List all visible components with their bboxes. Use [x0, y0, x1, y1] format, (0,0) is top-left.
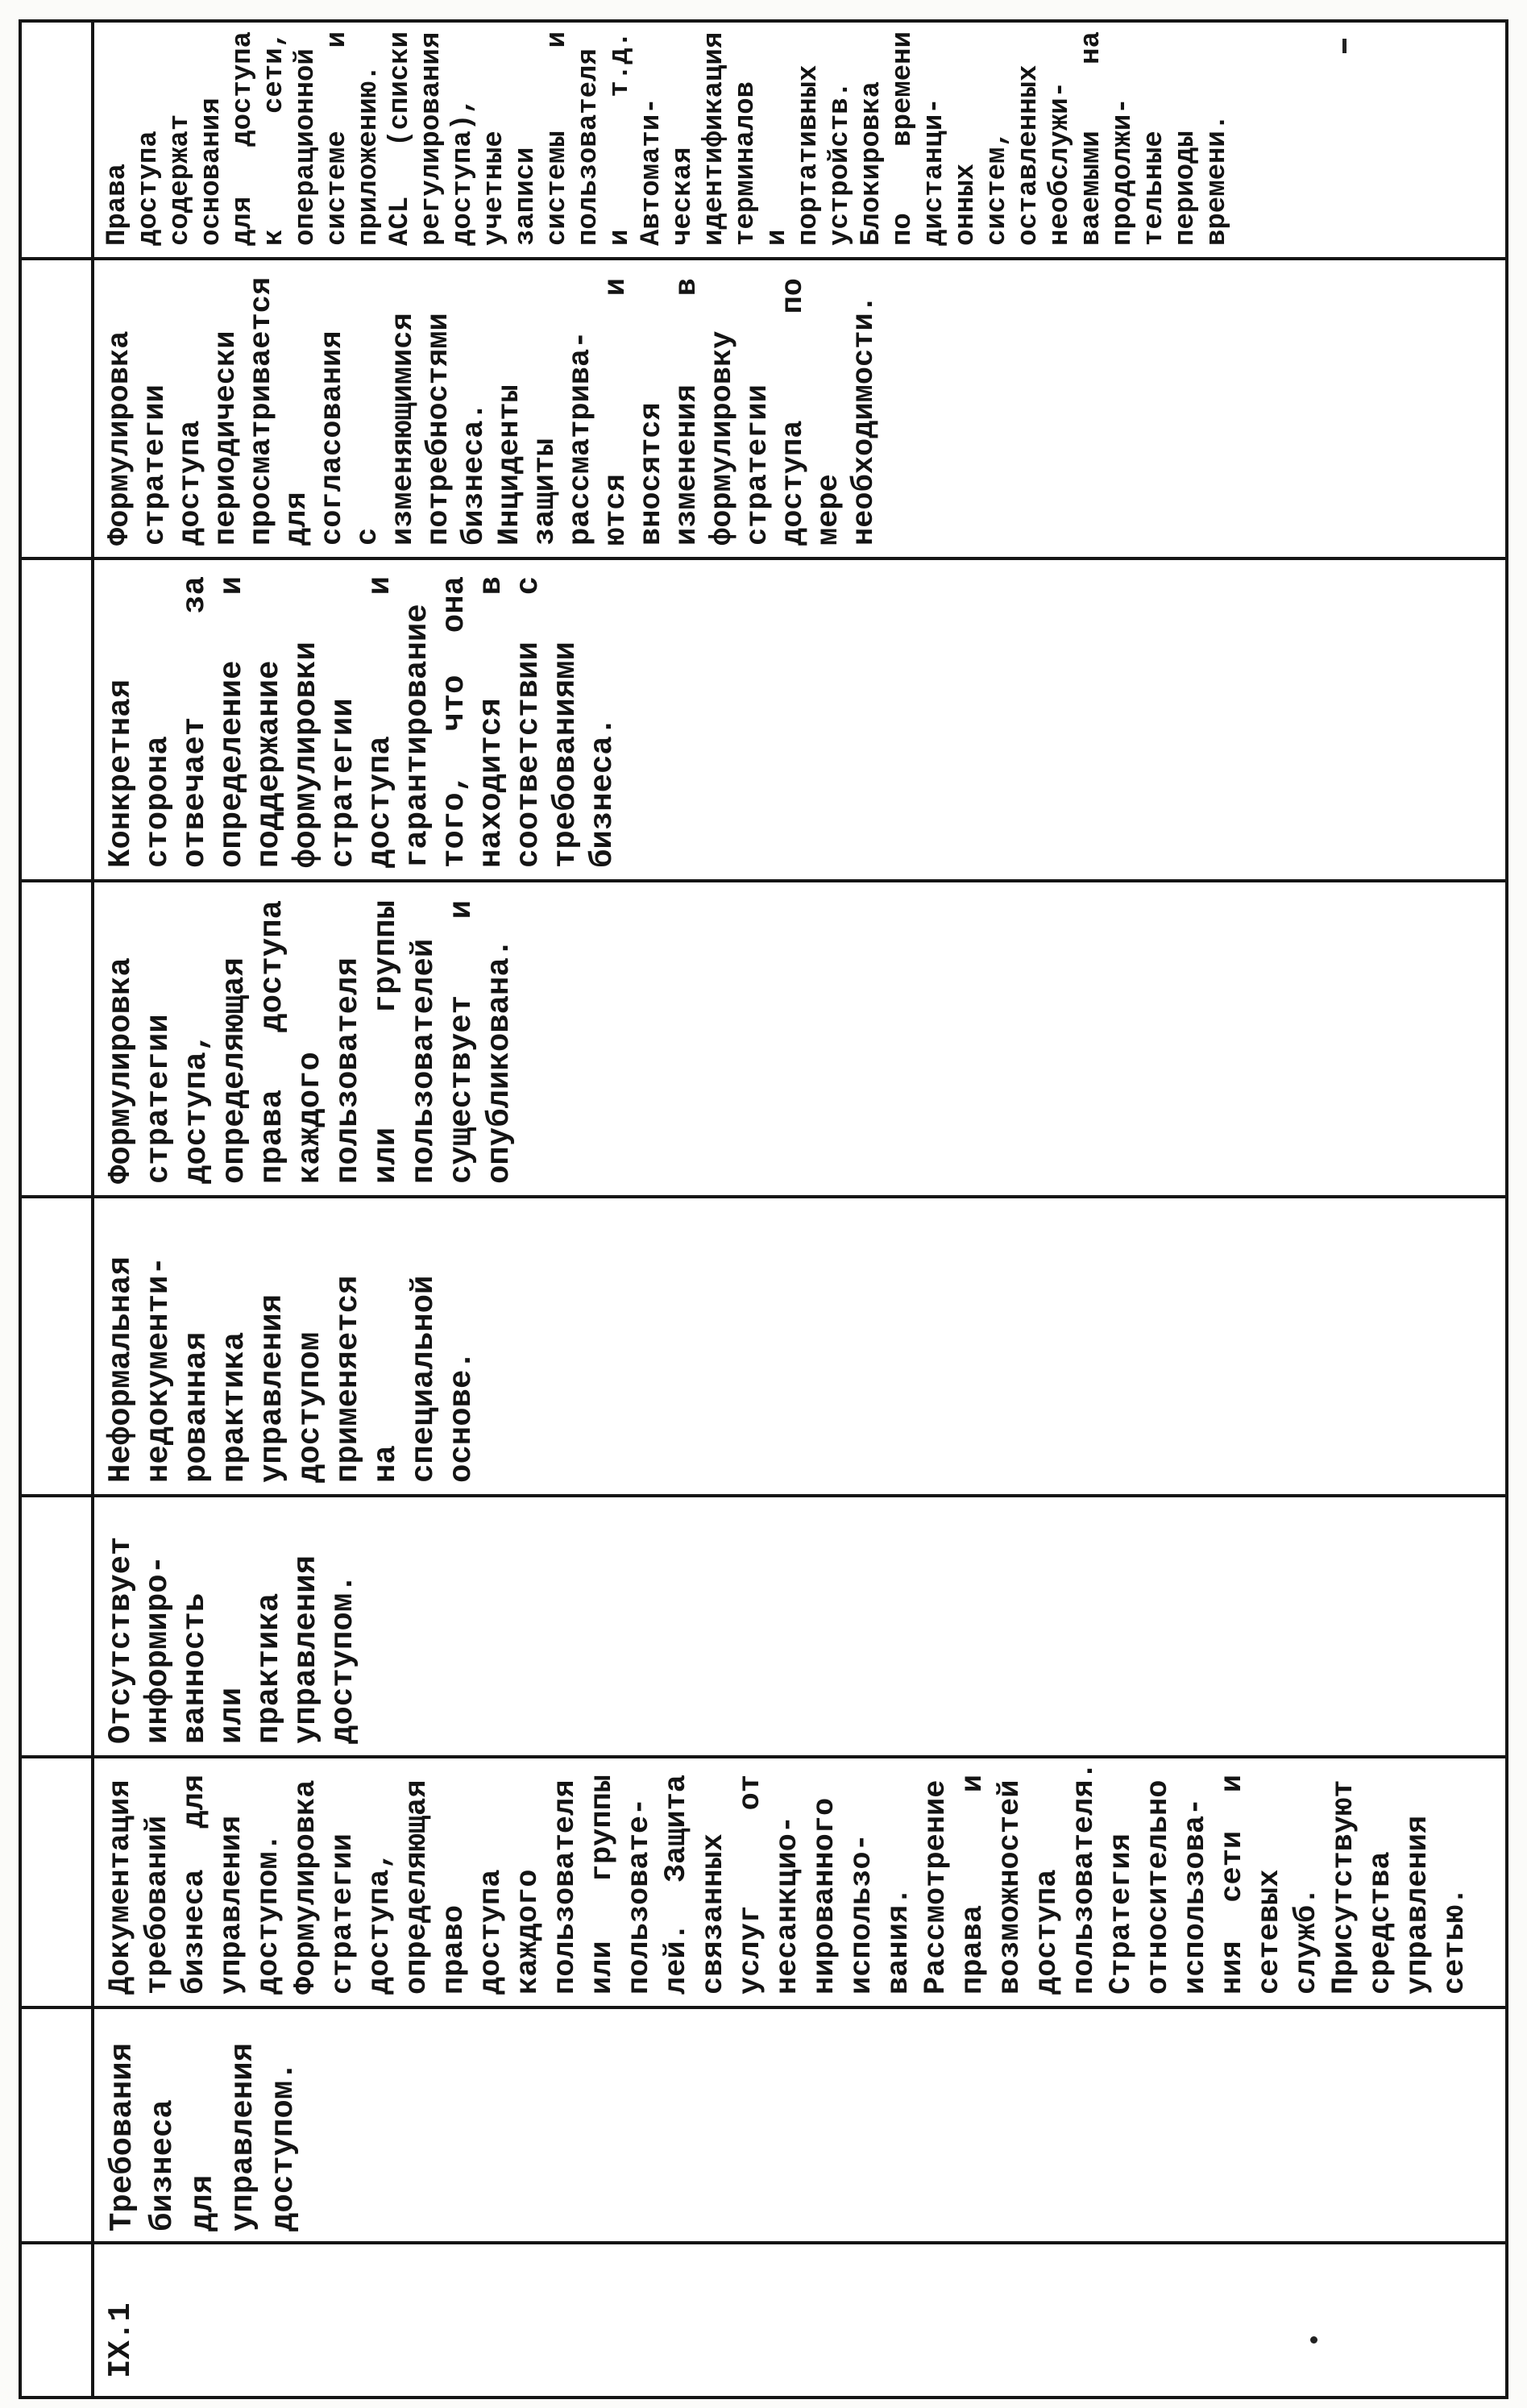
text-line: несанкцио- [771, 1815, 805, 1995]
text-line: управления [226, 2042, 261, 2232]
text-line: доступа [475, 1869, 508, 1995]
text-line: доступа), [448, 98, 479, 246]
text-line: Неформальная [103, 1256, 139, 1483]
text-line: лей. Защита [660, 1775, 694, 1995]
text-line: требований [141, 1815, 175, 1995]
text-line: стратегии [741, 384, 775, 546]
text-line: рассматрива- [564, 330, 598, 546]
text-line: Права [102, 163, 133, 246]
text-line: определяющая [400, 1779, 434, 1995]
text-line: сетью. [1438, 1887, 1472, 1995]
scan-speck [1310, 2336, 1317, 2344]
text-line: Автомати- [637, 98, 667, 246]
text-line: доступом. [252, 1833, 286, 1995]
text-line: или группы [586, 1775, 620, 1995]
text-line: использо- [845, 1833, 879, 1995]
text-line: служб. [1290, 1887, 1324, 1995]
text-line: доступа [134, 131, 164, 246]
text-line: устройств. [825, 81, 856, 246]
text-line: защиты [529, 438, 562, 546]
text-line: основания [197, 98, 227, 246]
cell-maturity-1 [91, 1213, 481, 1483]
text-line: управления [1401, 1815, 1435, 1995]
text-line: систем, [982, 131, 1013, 246]
text-line: того, что она [437, 576, 472, 868]
text-line: бизнеса. [585, 716, 620, 868]
text-line: сетевых [1253, 1869, 1287, 1995]
text-line: Конкретная [103, 679, 139, 868]
text-line: доступа [174, 420, 208, 546]
text-line: доступа и [363, 576, 398, 868]
text-line: согласования [316, 330, 350, 546]
text-line: времени. [1202, 114, 1233, 246]
text-line: бизнеса [145, 2099, 181, 2232]
cell-maturity-4 [91, 278, 882, 546]
scan-speck [1342, 39, 1346, 53]
text-line: Присутствуют [1327, 1779, 1361, 1995]
cell-documentation [91, 1762, 1474, 1995]
text-line: пользователей [406, 938, 442, 1184]
text-line: вания. [882, 1887, 916, 1995]
text-line: доступа, [363, 1851, 397, 1995]
text-line: управления [215, 1815, 249, 1995]
column-divider [19, 879, 1508, 882]
column-divider [19, 1755, 1508, 1758]
text-line: потребностями [422, 313, 456, 546]
text-line: ванность [177, 1592, 213, 1744]
cell-maturity-0 [91, 1513, 362, 1744]
text-line: относительно [1142, 1779, 1176, 1995]
text-line: портативных [794, 64, 824, 246]
text-line: системы и [542, 31, 573, 246]
text-line: для [185, 2174, 221, 2232]
text-line: по времени [888, 31, 919, 246]
text-line: право [438, 1904, 471, 1995]
text-line: и [762, 229, 793, 246]
text-line: Формулировка [103, 957, 139, 1184]
text-line: бизнеса. [458, 402, 492, 546]
text-line: и т.д. [605, 31, 636, 246]
text-line: вносятся [635, 402, 669, 546]
column-divider [19, 1195, 1508, 1198]
cell-maturity-2 [91, 900, 519, 1184]
text-line: недокументи- [141, 1256, 176, 1483]
text-line: стратегии [139, 384, 172, 546]
cell-maturity-3 [91, 576, 621, 868]
text-line: пользовате- [623, 1797, 657, 1995]
text-line: или группы [368, 900, 404, 1184]
column-divider [19, 2241, 1508, 2244]
text-line: идентификация [699, 31, 730, 246]
text-line: для [280, 492, 314, 546]
text-line: нированного [808, 1797, 842, 1995]
text-line: Блокировка [857, 81, 887, 246]
text-line: оставленных [1014, 64, 1044, 246]
text-line: изменяющимися [387, 313, 421, 546]
text-line: права доступа [255, 900, 290, 1184]
text-line: к сети, [259, 31, 290, 246]
cell-maturity-5 [91, 31, 1234, 246]
text-line: стратегии [326, 698, 361, 868]
column-divider [19, 257, 1508, 260]
text-line: терминалов [731, 81, 761, 246]
text-line: доступа [1031, 1869, 1064, 1995]
text-line: управления [288, 1555, 324, 1744]
column-divider [19, 2006, 1508, 2009]
text-line: доступом. [326, 1574, 361, 1744]
text-line: Формулировка [289, 1779, 323, 1995]
text-line: средства [1364, 1851, 1398, 1995]
text-line: изменения в [670, 278, 704, 546]
text-line: каждого [293, 1052, 328, 1184]
cell-control-objective [91, 2020, 304, 2232]
text-line: определяющая [217, 957, 252, 1184]
text-line: содержат [165, 114, 196, 246]
text-line: ческая [668, 147, 699, 246]
text-line: управления [255, 1293, 290, 1483]
text-line: Отсутствует [103, 1536, 139, 1744]
text-line: формулировки [288, 641, 324, 868]
text-line: операционной [291, 48, 322, 246]
text-line: использова- [1179, 1797, 1213, 1995]
column-divider [19, 557, 1508, 560]
text-line: необходимости. [848, 295, 882, 546]
text-line: сторона [140, 736, 176, 868]
text-line: доступа, [179, 1032, 214, 1184]
text-line: информиро- [140, 1555, 176, 1744]
text-line: стратегии [326, 1833, 360, 1995]
text-line: записи [511, 147, 542, 246]
text-line: стратегии [141, 1014, 176, 1184]
text-line: продолжи- [1108, 98, 1139, 246]
text-line: онных [951, 163, 981, 246]
text-line: соответствии с [511, 576, 546, 868]
text-line: периодически [210, 330, 243, 546]
text-line: практика [251, 1592, 287, 1744]
text-line: основе. [444, 1351, 479, 1483]
text-line: гарантирование [400, 604, 435, 868]
text-line: просматривается [245, 276, 279, 546]
cell-row-id [91, 2249, 139, 2378]
text-line: IX.1 [103, 2302, 139, 2378]
text-line: Формулировка [103, 330, 137, 546]
text-line: ACL (списки [385, 31, 416, 246]
text-line: доступом. [266, 2061, 301, 2232]
text-line: доступа по [777, 278, 811, 546]
text-line: тельные [1139, 131, 1170, 246]
text-line: или [214, 1687, 250, 1744]
text-line: пользователя [574, 48, 604, 246]
text-line: специальной [406, 1275, 442, 1483]
text-line: Стратегия [1105, 1833, 1139, 1995]
text-line: услуг от [734, 1775, 768, 1995]
text-line: Инциденты [493, 384, 527, 546]
text-line: пользователя [549, 1779, 583, 1995]
text-line: мере [812, 474, 846, 546]
text-line: формулировку [706, 330, 740, 546]
column-divider [19, 1494, 1508, 1497]
text-line: с [351, 527, 385, 546]
text-line: применяется [330, 1275, 366, 1483]
text-line: регулирования [417, 31, 447, 246]
text-line: находится в [474, 576, 509, 868]
text-line: рованная [179, 1331, 214, 1483]
text-line: отвечает за [177, 576, 213, 868]
text-line: бизнеса для [178, 1775, 212, 1995]
text-line: возможностей [994, 1779, 1027, 1995]
text-line: необслужи- [1045, 81, 1076, 246]
text-line: периоды [1171, 131, 1201, 246]
text-line: пользователя [330, 957, 366, 1184]
text-line: ваемыми на [1077, 31, 1107, 246]
text-line: дистанци- [919, 98, 950, 246]
text-line: ются и [600, 278, 633, 546]
text-line: практика [217, 1331, 252, 1483]
text-line: Документация [104, 1779, 138, 1995]
text-line: учетные [479, 131, 510, 246]
text-line: права и [956, 1775, 990, 1995]
text-line: существует и [444, 900, 479, 1184]
text-line: ния сети и [1216, 1775, 1250, 1995]
text-line: опубликована. [482, 938, 517, 1184]
text-line: связанных [697, 1833, 731, 1995]
text-line: системе и [322, 31, 353, 246]
text-line: требованиями [548, 641, 583, 868]
text-line: доступом [293, 1331, 328, 1483]
text-line: на [368, 1445, 404, 1483]
text-line: каждого [512, 1869, 546, 1995]
text-line: Рассмотрение [919, 1779, 953, 1995]
text-line: для доступа [228, 31, 259, 246]
text-line: поддержание [251, 660, 287, 868]
text-line: пользователя. [1068, 1762, 1102, 1995]
text-line: приложению. [354, 64, 384, 246]
text-line: определение и [214, 576, 250, 868]
text-line: Требования [105, 2042, 140, 2232]
